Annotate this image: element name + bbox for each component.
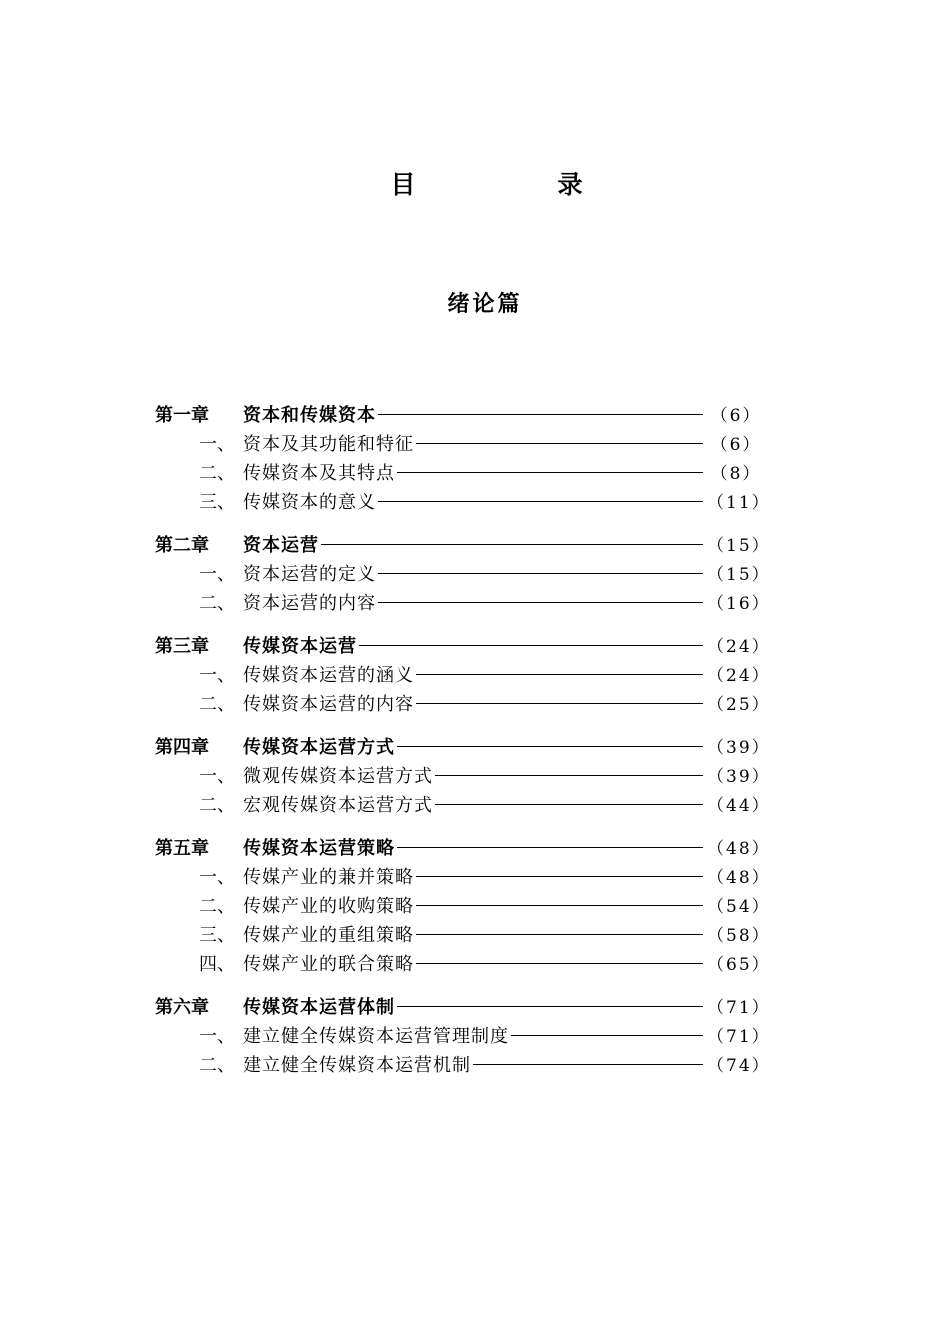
toc-entry-title: 传媒资本运营策略 <box>243 837 395 859</box>
toc-page-number: （11） <box>707 493 771 513</box>
toc-page-number: （15） <box>707 565 771 585</box>
toc-section-entry[interactable] <box>155 789 771 818</box>
dot-leader <box>321 544 703 545</box>
toc-entry-title: 传媒资本运营体制 <box>243 996 395 1018</box>
toc-page-number: （48） <box>707 839 771 859</box>
toc-section-entry[interactable] <box>155 688 771 717</box>
toc-page-number: （54） <box>707 897 771 917</box>
dot-leader <box>397 472 703 473</box>
toc-section-entry[interactable] <box>155 948 771 977</box>
dot-leader <box>435 804 703 805</box>
toc-section-entry[interactable] <box>155 760 771 789</box>
toc-chapter-entry[interactable] <box>155 399 765 428</box>
toc-entry-number: 第六章 <box>155 996 209 1018</box>
toc-page-number: （15） <box>707 536 771 556</box>
dot-leader <box>416 674 703 675</box>
toc-entry-number: 二、 <box>199 693 235 715</box>
dot-leader <box>359 645 703 646</box>
toc-entry-number: 第三章 <box>155 635 209 657</box>
toc-entry-title: 传媒资本运营的涵义 <box>243 664 414 686</box>
toc-chapter-entry[interactable] <box>155 731 771 760</box>
toc-entry-number: 二、 <box>199 462 235 484</box>
toc-chapter <box>155 399 771 515</box>
toc-section-entry[interactable] <box>155 457 765 486</box>
dot-leader <box>378 414 703 415</box>
toc-page-number: （24） <box>707 637 771 657</box>
toc-entry-number: 三、 <box>199 924 235 946</box>
dot-leader <box>511 1035 703 1036</box>
toc-page-number: （65） <box>707 955 771 975</box>
toc-chapter <box>155 529 771 616</box>
toc-chapter-entry[interactable] <box>155 991 771 1020</box>
toc-entry-title: 传媒资本运营的内容 <box>243 693 414 715</box>
toc-entry-number: 第二章 <box>155 534 209 556</box>
dot-leader <box>397 1006 703 1007</box>
toc-entry-title: 传媒产业的重组策略 <box>243 924 414 946</box>
toc-chapter-entry[interactable] <box>155 630 771 659</box>
toc-entry-number: 二、 <box>199 1054 235 1076</box>
toc-page-number: （8） <box>710 464 762 484</box>
toc-entry-title: 资本及其功能和特征 <box>243 433 414 455</box>
toc-entry-number: 一、 <box>199 563 235 585</box>
toc-section-entry[interactable] <box>155 861 771 890</box>
toc-page-number: （16） <box>707 594 771 614</box>
toc-entry-number: 四、 <box>199 953 235 975</box>
toc-page-number: （6） <box>710 406 762 426</box>
toc-entry-number: 二、 <box>199 794 235 816</box>
toc-section-entry[interactable] <box>155 659 771 688</box>
table-of-contents <box>155 399 771 1092</box>
toc-page-number: （44） <box>707 796 771 816</box>
toc-chapter-entry[interactable] <box>155 529 771 558</box>
toc-entry-title: 传媒产业的收购策略 <box>243 895 414 917</box>
toc-entry-title: 资本运营 <box>243 534 319 556</box>
dot-leader <box>473 1064 703 1065</box>
toc-entry-number: 三、 <box>199 491 235 513</box>
toc-entry-number: 第五章 <box>155 837 209 859</box>
toc-section-entry[interactable] <box>155 486 771 515</box>
toc-chapter <box>155 630 771 717</box>
toc-entry-number: 一、 <box>199 1025 235 1047</box>
toc-page-number: （58） <box>707 926 771 946</box>
document-title: 目 录 <box>390 170 585 199</box>
dot-leader <box>378 602 703 603</box>
toc-page-number: （39） <box>707 767 771 787</box>
toc-chapter-entry[interactable] <box>155 832 771 861</box>
toc-section-entry[interactable] <box>155 587 771 616</box>
toc-entry-title: 传媒资本及其特点 <box>243 462 395 484</box>
toc-entry-number: 第一章 <box>155 404 209 426</box>
toc-section-entry[interactable] <box>155 1049 771 1078</box>
toc-section-entry[interactable] <box>155 428 765 457</box>
toc-section-entry[interactable] <box>155 558 771 587</box>
toc-page-number: （74） <box>707 1056 771 1076</box>
toc-page-number: （48） <box>707 868 771 888</box>
toc-entry-title: 传媒资本运营 <box>243 635 357 657</box>
toc-entry-title: 资本运营的定义 <box>243 563 376 585</box>
toc-chapter <box>155 832 771 977</box>
toc-page-number: （24） <box>707 666 771 686</box>
dot-leader <box>378 573 703 574</box>
toc-entry-number: 一、 <box>199 765 235 787</box>
dot-leader <box>416 443 703 444</box>
toc-page-number: （6） <box>710 435 762 455</box>
toc-entry-title: 资本和传媒资本 <box>243 404 376 426</box>
toc-entry-number: 一、 <box>199 433 235 455</box>
toc-entry-number: 第四章 <box>155 736 209 758</box>
toc-entry-title: 宏观传媒资本运营方式 <box>243 794 433 816</box>
dot-leader <box>397 847 703 848</box>
toc-section-entry[interactable] <box>155 890 771 919</box>
toc-entry-title: 传媒资本运营方式 <box>243 736 395 758</box>
toc-page-number: （71） <box>707 1027 771 1047</box>
toc-entry-title: 建立健全传媒资本运营管理制度 <box>243 1025 509 1047</box>
toc-entry-number: 一、 <box>199 664 235 686</box>
toc-page-number: （25） <box>707 695 771 715</box>
toc-section-entry[interactable] <box>155 919 771 948</box>
toc-entry-number: 二、 <box>199 895 235 917</box>
toc-entry-title: 建立健全传媒资本运营机制 <box>243 1054 471 1076</box>
toc-entry-title: 传媒资本的意义 <box>243 491 376 513</box>
toc-entry-title: 传媒产业的联合策略 <box>243 953 414 975</box>
dot-leader <box>397 746 703 747</box>
toc-entry-title: 微观传媒资本运营方式 <box>243 765 433 787</box>
dot-leader <box>416 703 703 704</box>
toc-page-number: （39） <box>707 738 771 758</box>
dot-leader <box>378 501 703 502</box>
part-title: 绪论篇 <box>447 291 523 317</box>
dot-leader <box>416 905 703 906</box>
toc-page-number: （71） <box>707 998 771 1018</box>
toc-chapter <box>155 991 771 1078</box>
dot-leader <box>416 876 703 877</box>
toc-entry-number: 一、 <box>199 866 235 888</box>
dot-leader <box>416 963 703 964</box>
dot-leader <box>416 934 703 935</box>
toc-entry-title: 传媒产业的兼并策略 <box>243 866 414 888</box>
toc-chapter <box>155 731 771 818</box>
toc-entry-number: 二、 <box>199 592 235 614</box>
toc-entry-title: 资本运营的内容 <box>243 592 376 614</box>
dot-leader <box>435 775 703 776</box>
toc-section-entry[interactable] <box>155 1020 771 1049</box>
